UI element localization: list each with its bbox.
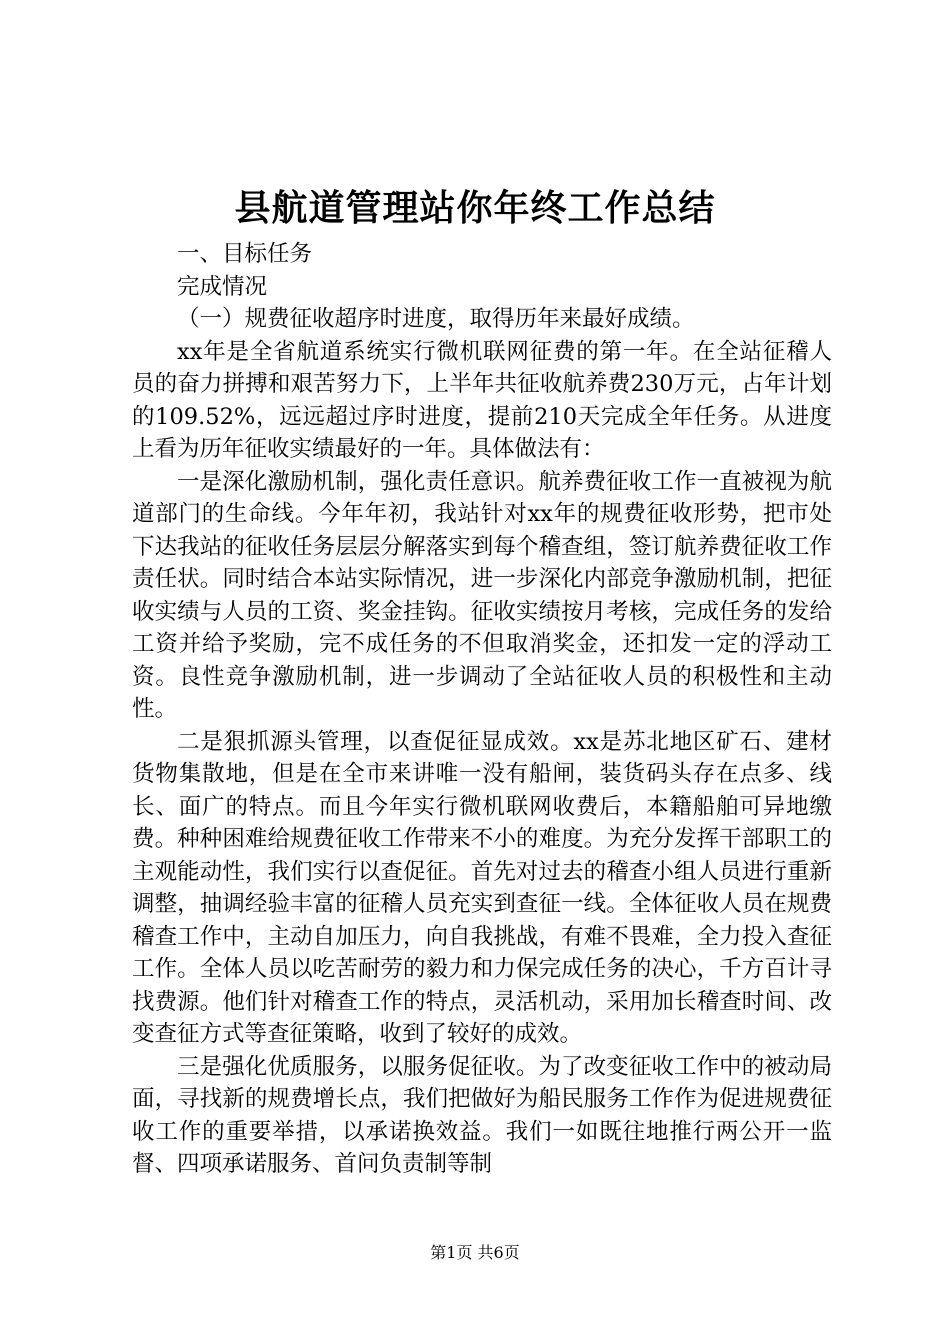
- item-heading: （一）规费征收超序时进度，取得历年来最好成绩。: [177, 306, 695, 332]
- subsection-heading: 完成情况: [177, 273, 268, 300]
- body-paragraph: 三是强化优质服务，以服务促征收。为了改变征收工作中的被动局面，寻找新的规费增长点，我们把做好为船民服务工作作为促进规费征收工作的重要举措，以承诺换效益。我们一如既往地推行两公开一监督、四项承诺服务、首问负责制等制: [132, 1053, 832, 1177]
- body-paragraph: xx年是全省航道系统实行微机联网征费的第一年。在全站征稽人员的奋力拼搏和艰苦努力下，上半年共征收航养费230万元，占年计划的109.52%，远远超过序时进度，提前210天完成全年任务。从进度上看为历年征收实绩最好的一年。具体做法有：: [132, 338, 832, 462]
- document-body: [132, 238, 832, 1181]
- page-number-footer: 第1页 共6页: [430, 1243, 520, 1262]
- body-paragraph: 二是狠抓源头管理，以查促征显成效。xx是苏北地区矿石、建材货物集散地，但是在全市来讲唯一没有船闸，装货码头存在点多、线长、面广的特点。而且今年实行微机联网收费后，本籍船舶可异地缴费。种种困难给规费征收工作带来不小的难度。为充分发挥干部职工的主观能动性，我们实行以查促征。首先对过去的稽查小组人员进行重新调整，抽调经验丰富的征稽人员充实到查征一线。全体征收人员在规费稽查工作中，主动自加压力，向自我挑战，有难不畏难，全力投入查征工作。全体人员以吃苦耐劳的毅力和力保完成任务的决心，千方百计寻找费源。他们针对稽查工作的特点，灵活机动，采用加长稽查时间、改变查征方式等查征策略，收到了较好的成效。: [132, 728, 832, 1047]
- section-heading: 一、目标任务: [177, 241, 313, 267]
- document-title: 县航道管理站你年终工作总结: [234, 187, 716, 229]
- body-paragraph: 一是深化激励机制，强化责任意识。航养费征收工作一直被视为航道部门的生命线。今年年初，我站针对xx年的规费征收形势，把市处下达我站的征收任务层层分解落实到每个稽查组，签订航养费征收工作责任状。同时结合本站实际情况，进一步深化内部竞争激励机制，把征收实绩与人员的工资、奖金挂钩。征收实绩按月考核，完成任务的发给工资并给予奖励，完不成任务的不但取消奖金，还扣发一定的浮动工资。良性竞争激励机制，进一步调动了全站征收人员的积极性和主动性。: [132, 468, 832, 722]
